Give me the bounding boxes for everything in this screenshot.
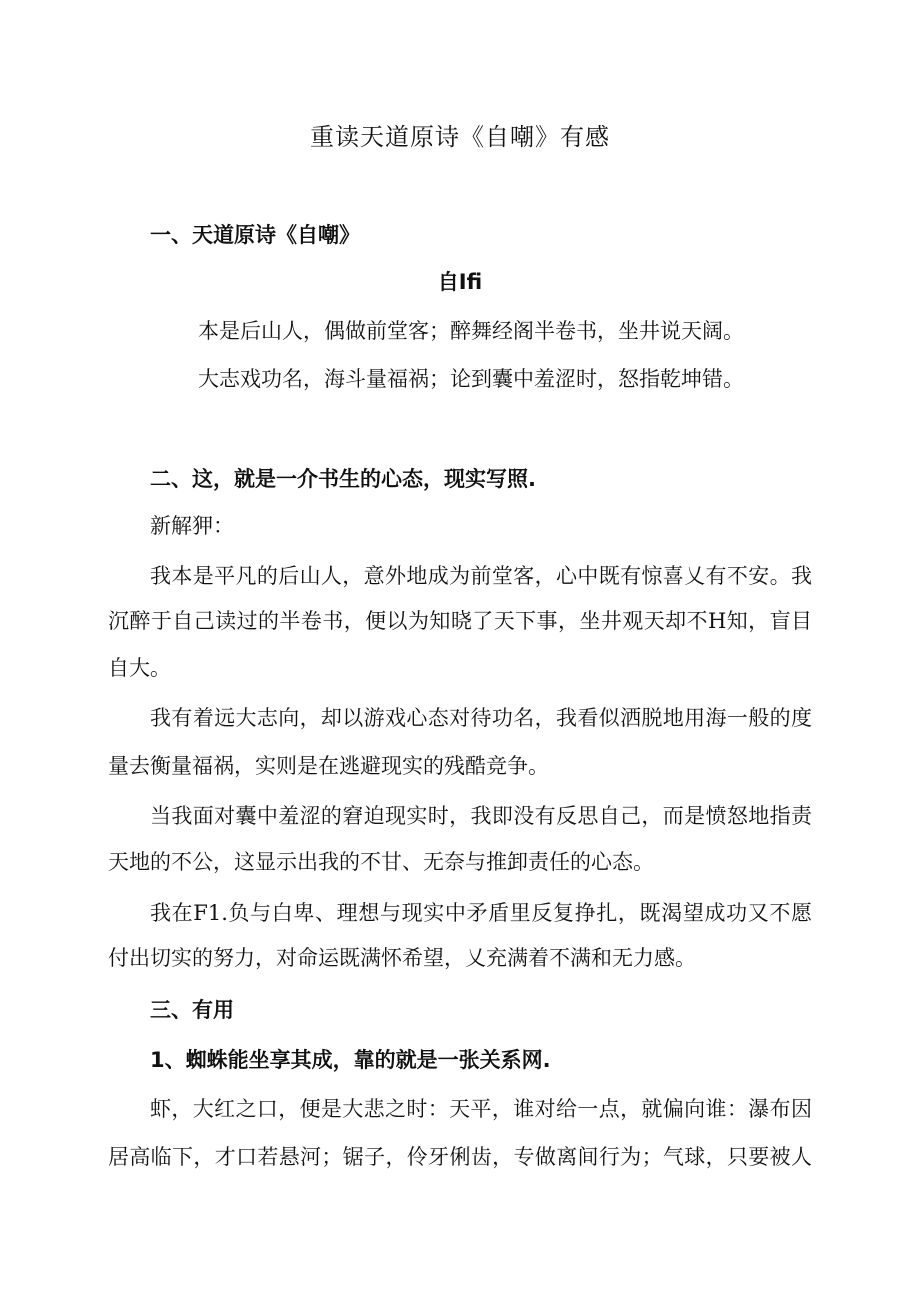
paragraph-line: 沉醉于自己读过的半卷书，便以为知晓了天下事，坐井观天却不H知，盲目 (108, 609, 812, 633)
paragraph-line: 自大。 (108, 656, 171, 680)
section-heading-useful: 三、有用 (150, 998, 234, 1022)
poem-title: 自Ifi (437, 270, 483, 294)
paragraph-line: 当我面对囊中羞涩的窘迫现实时，我即没有反思自己，而是愤怒地指责 (150, 804, 812, 828)
paragraph-line: 我在F1.负与白卑、理想与现实中矛盾里反复挣扎，既渴望成功又不愿 (150, 901, 812, 925)
section-heading-poem: 一、天道原诗《自嘲》 (150, 223, 360, 247)
paragraph-line: 天地的不公，这显示出我的不甘、无奈与推卸责任的心态。 (108, 850, 654, 874)
paragraph-line: 虾，大红之口，便是大悲之时：天平，谁对给一点，就偏向谁：瀑布因 (150, 1097, 812, 1121)
paragraph-line: 付出切实的努力，对命运既满怀希望，乂充满着不满和无力感。 (108, 946, 696, 970)
section-heading-analysis: 二、这，就是一介书生的心态，现实写照. (150, 467, 536, 491)
paragraph-line: 我有着远大志向，却以游戏心态对待功名，我看似洒脱地用海一般的度 (150, 706, 812, 730)
document-title: 重读天道原诗《自嘲》有感 (310, 123, 610, 151)
poem-line: 本是后山人，偶做前堂客；醉舞经阁半卷书，坐井说天阔。 (198, 319, 744, 343)
poem-line: 大志戏功名，海斗量福祸；论到囊中羞涩时，怒指乾坤错。 (198, 367, 744, 391)
section-subheading-spider: 1、蜘蛛能坐享其成，靠的就是一张关系网. (150, 1048, 551, 1072)
section-subheading-new-interpretation: 新解狎： (150, 514, 234, 538)
paragraph-line: 居高临下，才口若悬河；锯子，伶牙俐齿，专做离间行为；气球，只要被人 (108, 1145, 812, 1169)
paragraph-line: 量去衡量福祸，实则是在逃避现实的残酷竞争。 (108, 754, 549, 778)
paragraph-line: 我本是平凡的后山人，意外地成为前堂客，心中既有惊喜乂有不安。我 (150, 564, 812, 588)
